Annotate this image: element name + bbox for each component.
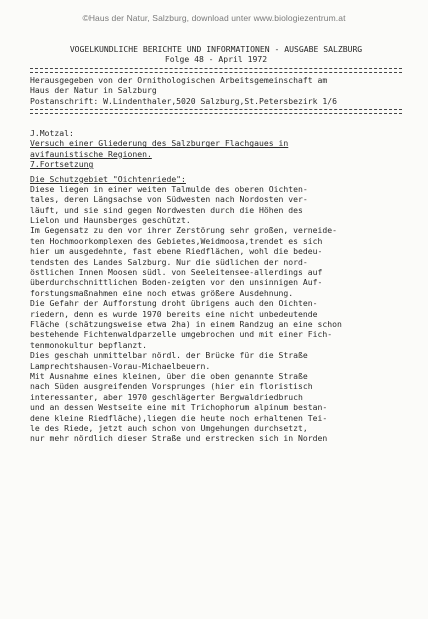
body-line: dene kleine Riedfläche),liegen die heute noch erhaltenen Tei- [30, 412, 328, 423]
body-line: riedern, denn es wurde 1970 bereits eine nicht unbedeutende [30, 308, 318, 319]
body-line: tales, deren Längsachse von Südwesten nach Nordosten ver- [30, 194, 308, 205]
body-line: ten Hochmoorkomplexen des Gebietes,Weidmoosa,trendet es sich [30, 235, 323, 246]
newsletter-title: VOGELKUNDLICHE BERICHTE UND INFORMATIONEN - AUSGABE SALZBURG [69, 44, 363, 54]
body-line: Fläche (schätzungsweise etwa 2ha) in einem Randzug an eine schon [30, 318, 342, 329]
watermark-text: ©Haus der Natur, Salzburg, download unter www.biologiezentrum.at [82, 13, 346, 23]
body-line: Lielon und Haunsberges geschützt. [30, 215, 191, 226]
body-line: Im Gegensatz zu den vor ihrer Zerstörung sehr großen, verneide- [30, 225, 337, 236]
publisher-line: Herausgegeben von der Ornithologischen Arbeitsgemeinschaft am [30, 74, 328, 85]
body-line: nur mehr nördlich dieser Straße und erstrecken sich in Norden [30, 433, 328, 444]
body-line: tenmonokultur bepflanzt. [30, 339, 147, 350]
body-line: Dies geschah unmittelbar nördl. der Brücke für die Straße [30, 350, 308, 361]
author-name: J.Motzal: [30, 127, 74, 138]
body-line: le des Riede, jetzt auch schon von Umgehungen durchsetzt, [30, 422, 308, 433]
body-line: bestehende Fichtenwaldparzelle umgebrochen und mit einer Fich- [30, 329, 333, 340]
issue-line: Folge 48 - April 1972 [164, 54, 268, 65]
body-line: Lamprechtshausen-Vorau-Michaelbeuern. [30, 360, 211, 371]
body-line: hier um ausgedehnte, fast ebene Riedflächen, wohl die bedeu- [30, 246, 323, 257]
body-line: nach Süden ausgreifenden Vorsprunges (hier ein floristisch [30, 381, 313, 392]
body-line: tendsten des Landes Salzburg. Nur die südlichen der nord- [30, 256, 308, 267]
body-line: Die Gefahr der Aufforstung droht übrigens auch den Oichten- [30, 298, 318, 309]
body-line: überdurchschnittlichen Boden-zeigten vor den unsinnigen Auf- [30, 277, 323, 288]
publisher-line: Haus der Natur in Salzburg [30, 85, 157, 96]
body-line: Diese liegen in einer weiten Talmulde des oberen Oichten- [30, 183, 308, 194]
document-page [30, 44, 402, 444]
double-rule-top [30, 68, 402, 73]
postal-address: Postanschrift: W.Lindenthaler,5020 Salzburg,St.Petersbezirk 1/6 [30, 95, 337, 106]
article-title-line: avifaunistische Regionen. [30, 148, 152, 159]
body-line: läuft, und sie sind gegen Nordwesten durch die Höhen des [30, 204, 303, 215]
body-line: östlichen Innen Moosen südl. von Seeleitensee-allerdings auf [30, 267, 323, 278]
body-line: interessanter, aber 1970 geschlägerter Bergwaldriedbruch [30, 391, 303, 402]
body-line: forstungsmaßnahmen eine noch etwas größere Ausdehnung. [30, 287, 294, 298]
continuation-label: 7.Fortsetzung [30, 159, 94, 170]
publisher-block [30, 75, 402, 106]
body-line: und an dessen Westseite eine mit Trichophorum alpinum bestan- [30, 402, 328, 413]
body-line: Mit Ausnahme eines kleinen, über die oben genannte Straße [30, 370, 308, 381]
article-title-line: Versuch einer Gliederung des Salzburger Flachgaues in [30, 138, 289, 149]
subheading: Die Schutzgebiet "Oichtenriede": [30, 173, 186, 184]
double-rule-bottom [30, 109, 402, 114]
article-body [30, 184, 402, 444]
